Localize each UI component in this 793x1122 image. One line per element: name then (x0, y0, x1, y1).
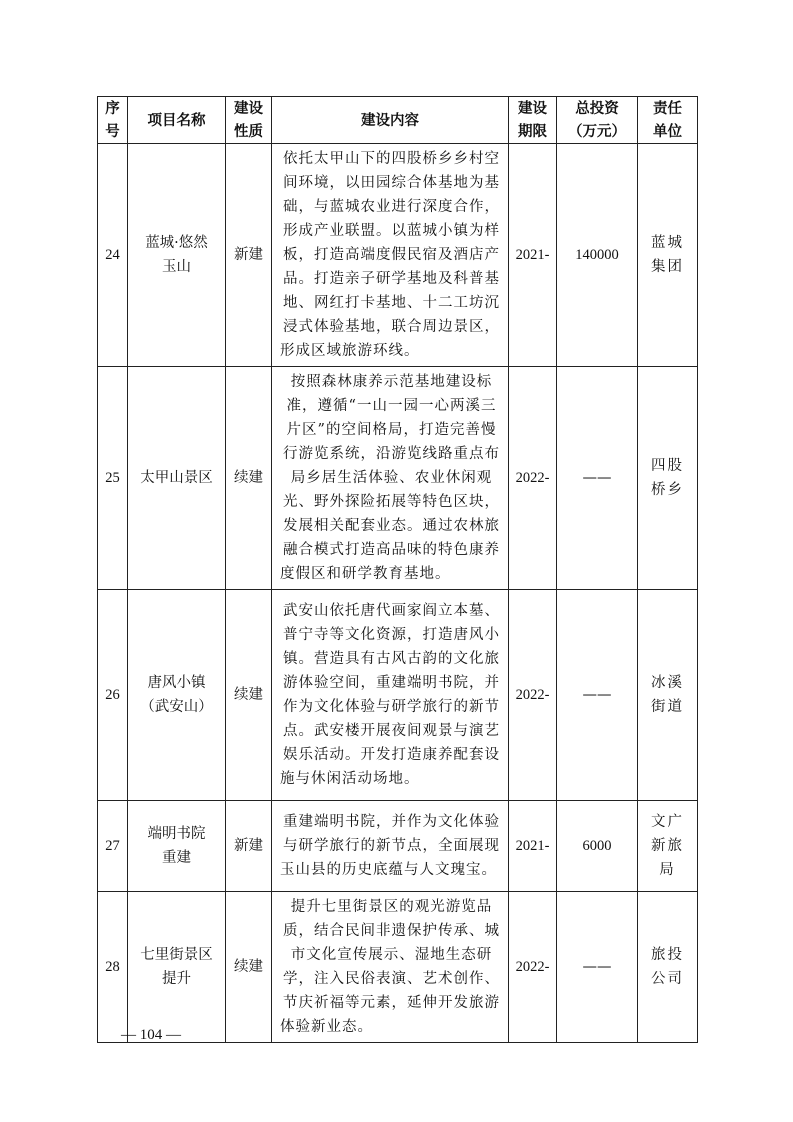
page-number: — 104 — (121, 1027, 181, 1043)
project-table (97, 96, 698, 1043)
table-row (98, 590, 698, 801)
row-seq: 28 (98, 892, 128, 1043)
table-row (98, 144, 698, 367)
row-unit: 旅投公司 (638, 892, 698, 1043)
row-content: 重建端明书院，并作为文化体验与研学旅行的新节点，全面展现玉山县的历史底蕴与人文瑰宝。 (272, 801, 509, 892)
row-content: 提升七里街景区的观光游览品质，结合民间非遗保护传承、城市文化宣传展示、湿地生态研学，注入民俗表演、艺术创作、节庆祈福等元素，延伸开发旅游体验新业态。 (272, 892, 509, 1043)
row-nature: 新建 (226, 144, 272, 367)
row-content: 按照森林康养示范基地建设标准，遵循“一山一园一心两溪三片区”的空间格局，打造完善慢行游览系统，沿游览线路重点布局乡居生活体验、农业休闲观光、野外探险拓展等特色区块，发展相关配套业态。通过农林旅融合模式打造高品味的特色康养度假区和研学教育基地。 (272, 367, 509, 590)
header-period: 建设期限 (509, 97, 557, 144)
table-row (98, 367, 698, 590)
row-period: 2021- (509, 801, 557, 892)
row-nature: 续建 (226, 590, 272, 801)
row-investment: —— (557, 892, 638, 1043)
row-name: 七里街景区提升 (128, 892, 226, 1043)
table-row (98, 892, 698, 1043)
header-nature: 建设性质 (226, 97, 272, 144)
row-investment: 140000 (557, 144, 638, 367)
row-content: 依托太甲山下的四股桥乡乡村空间环境，以田园综合体基地为基础，与蓝城农业进行深度合作，形成产业联盟。以蓝城小镇为样板，打造高端度假民宿及酒店产品。打造亲子研学基地及科普基地、网红打卡基地、十二工坊沉浸式体验基地，联合周边景区，形成区域旅游环线。 (272, 144, 509, 367)
row-period: 2021- (509, 144, 557, 367)
table-header-row (98, 97, 698, 144)
row-unit: 文广新旅局 (638, 801, 698, 892)
row-period: 2022- (509, 590, 557, 801)
row-seq: 26 (98, 590, 128, 801)
row-seq: 24 (98, 144, 128, 367)
row-seq: 25 (98, 367, 128, 590)
row-nature: 续建 (226, 367, 272, 590)
row-seq: 27 (98, 801, 128, 892)
row-investment: —— (557, 367, 638, 590)
row-nature: 续建 (226, 892, 272, 1043)
header-unit: 责任单位 (638, 97, 698, 144)
header-seq: 序号 (98, 97, 128, 144)
header-investment: 总投资（万元） (557, 97, 638, 144)
row-content: 武安山依托唐代画家阎立本墓、普宁寺等文化资源，打造唐风小镇。营造具有古风古韵的文化旅游体验空间，重建端明书院，并作为文化体验与研学旅行的新节点。武安楼开展夜间观景与演艺娱乐活动。开发打造康养配套设施与休闲活动场地。 (272, 590, 509, 801)
header-name: 项目名称 (128, 97, 226, 144)
header-content: 建设内容 (272, 97, 509, 144)
row-investment: 6000 (557, 801, 638, 892)
row-name: 太甲山景区 (128, 367, 226, 590)
row-name: 蓝城·悠然玉山 (128, 144, 226, 367)
row-investment: —— (557, 590, 638, 801)
row-name: 端明书院重建 (128, 801, 226, 892)
row-nature: 新建 (226, 801, 272, 892)
row-period: 2022- (509, 367, 557, 590)
table-row (98, 801, 698, 892)
row-unit: 四股桥乡 (638, 367, 698, 590)
row-period: 2022- (509, 892, 557, 1043)
row-name: 唐风小镇（武安山） (128, 590, 226, 801)
row-unit: 蓝城集团 (638, 144, 698, 367)
row-unit: 冰溪街道 (638, 590, 698, 801)
